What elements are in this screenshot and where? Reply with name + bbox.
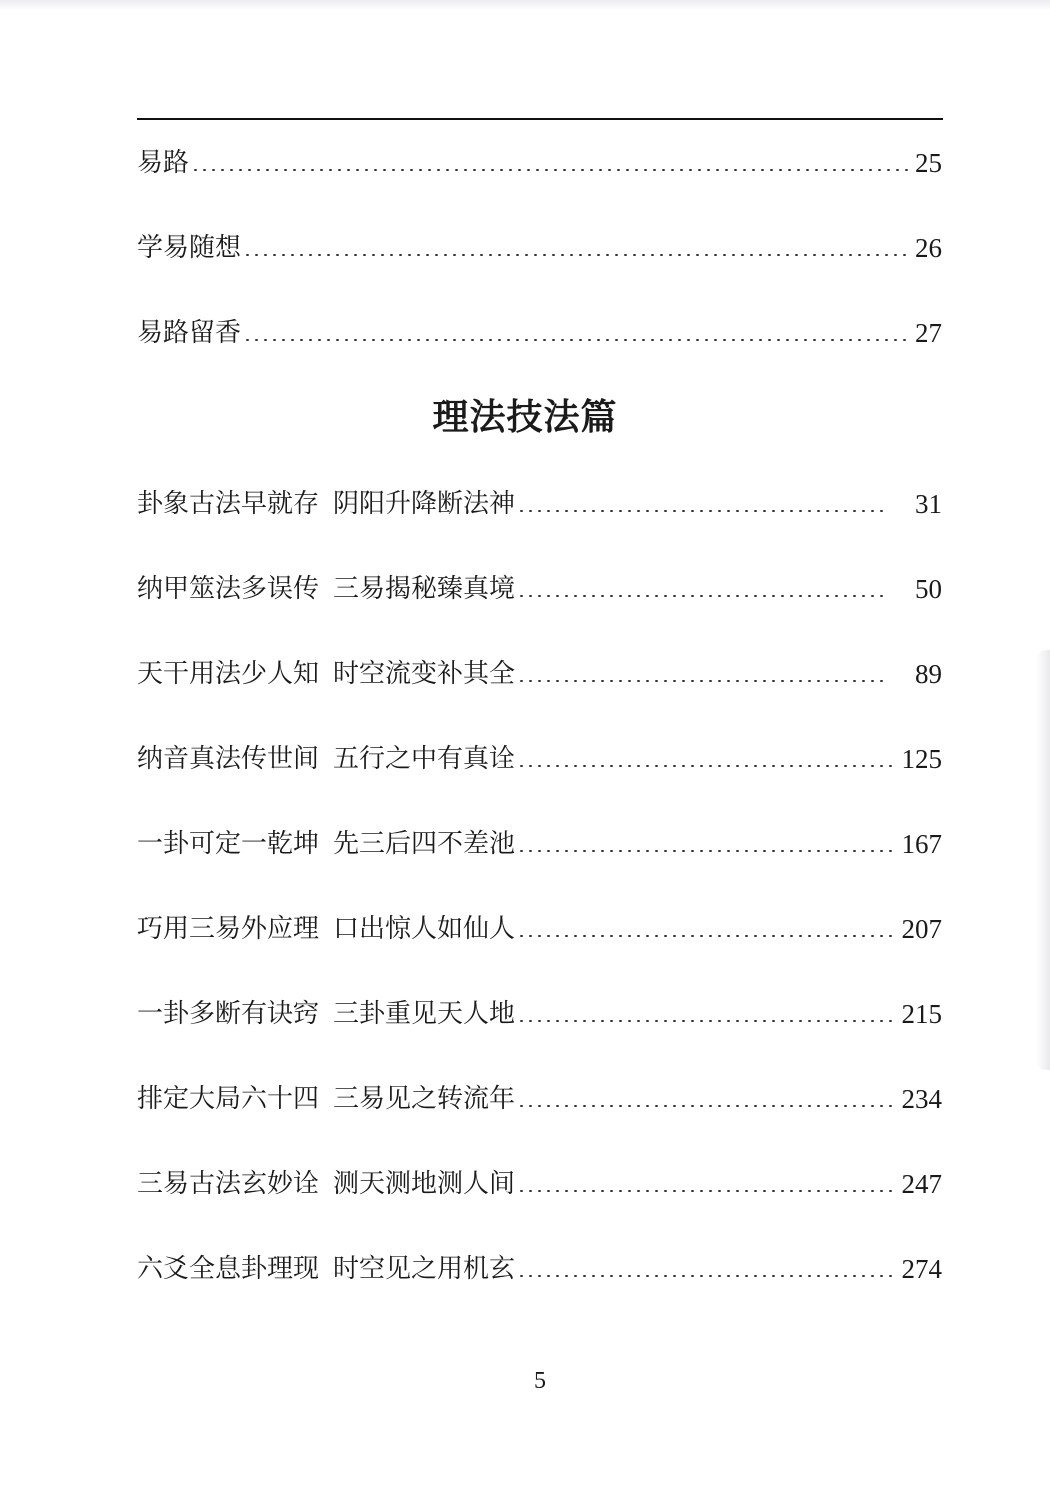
toc-entry[interactable] (137, 994, 942, 1034)
dot-leader (517, 595, 884, 597)
toc-entry-page: 167 (901, 829, 942, 859)
toc-entry-title-second: 三易见之转流年 (333, 1084, 516, 1114)
toc-entry[interactable] (137, 143, 942, 183)
toc-entry-title-first: 纳音真法传世间 (137, 744, 320, 774)
toc-entry[interactable] (137, 654, 942, 694)
toc-entry-title-first: 卦象古法早就存 (137, 489, 320, 519)
toc-entry-title-second: 三易揭秘臻真境 (333, 574, 516, 604)
scan-top-shadow (0, 0, 1050, 10)
toc-entry-page: 31 (915, 489, 942, 519)
toc-entry-page: 125 (901, 744, 942, 774)
dot-leader (243, 254, 911, 256)
toc-entry-title-first: 一卦多断有诀窍 (137, 999, 320, 1029)
toc-entry-title-first: 一卦可定一乾坤 (137, 829, 320, 859)
toc-entry[interactable] (137, 909, 942, 949)
toc-entry-page: 89 (915, 659, 942, 689)
toc-entry-title-first: 巧用三易外应理 (137, 914, 320, 944)
toc-entry-title (137, 824, 515, 864)
toc-entry-page: 27 (915, 318, 942, 348)
toc-entry[interactable] (137, 569, 942, 609)
toc-entry[interactable] (137, 484, 942, 524)
toc-entry-page: 215 (901, 999, 942, 1029)
toc-entry-page: 247 (901, 1169, 942, 1199)
dot-leader (517, 1275, 897, 1277)
dot-leader (517, 935, 897, 937)
toc-entry[interactable] (137, 824, 942, 864)
toc-entry-title (137, 484, 515, 524)
toc-entry-title-second: 阴阳升降断法神 (333, 489, 516, 519)
dot-leader (243, 339, 911, 341)
toc-entry-page: 25 (915, 148, 942, 178)
toc-entry-title: 易路留香 (137, 318, 242, 348)
dot-leader (191, 169, 911, 171)
toc-entry-title (137, 909, 515, 949)
dot-leader (517, 850, 897, 852)
toc-entry-title (137, 654, 515, 694)
toc-entry-page: 234 (901, 1084, 942, 1114)
toc-entry[interactable] (137, 228, 942, 268)
toc-entry-title-second: 时空流变补其全 (333, 659, 516, 689)
toc-entry-title-second: 口出惊人如仙人 (333, 914, 516, 944)
toc-entry-title (137, 994, 515, 1034)
toc-entry-title (137, 569, 515, 609)
toc-entry-title-second: 三卦重见天人地 (333, 999, 516, 1029)
toc-entry[interactable] (137, 739, 942, 779)
page-number: 5 (534, 1368, 546, 1394)
toc-entry-page: 26 (915, 233, 942, 263)
toc-entry-title-first: 六爻全息卦理现 (137, 1254, 320, 1284)
toc-entry-title (137, 1079, 515, 1119)
toc-entry-title-first: 排定大局六十四 (137, 1084, 320, 1114)
toc-entry-title-first: 纳甲筮法多误传 (137, 574, 320, 604)
toc-entry-title (137, 739, 515, 779)
toc-entry[interactable] (137, 1079, 942, 1119)
toc-entry[interactable] (137, 313, 942, 353)
toc-entry-title (137, 1249, 515, 1289)
toc-entry-title-second: 先三后四不差池 (333, 829, 516, 859)
scan-edge-shadow (1036, 650, 1050, 1070)
header-rule (137, 118, 943, 120)
dot-leader (517, 1020, 897, 1022)
dot-leader (517, 510, 884, 512)
dot-leader (517, 765, 897, 767)
toc-entry-page: 207 (901, 914, 942, 944)
toc-entry-title (137, 1164, 515, 1204)
toc-entry-title-first: 天干用法少人知 (137, 659, 320, 689)
section-heading: 理法技法篇 (432, 396, 618, 438)
toc-entry-page: 274 (901, 1254, 942, 1284)
toc-entry-title: 学易随想 (137, 233, 242, 263)
toc-entry-title-second: 五行之中有真诠 (333, 744, 516, 774)
dot-leader (517, 1190, 897, 1192)
toc-entry-title-second: 时空见之用机玄 (333, 1254, 516, 1284)
toc-entry-title-first: 三易古法玄妙诠 (137, 1169, 320, 1199)
toc-entry[interactable] (137, 1164, 942, 1204)
toc-entry-page: 50 (915, 574, 942, 604)
toc-entry[interactable] (137, 1249, 942, 1289)
toc-entry-title-second: 测天测地测人间 (333, 1169, 516, 1199)
dot-leader (517, 680, 884, 682)
toc-entry-title: 易路 (137, 148, 190, 178)
dot-leader (517, 1105, 897, 1107)
